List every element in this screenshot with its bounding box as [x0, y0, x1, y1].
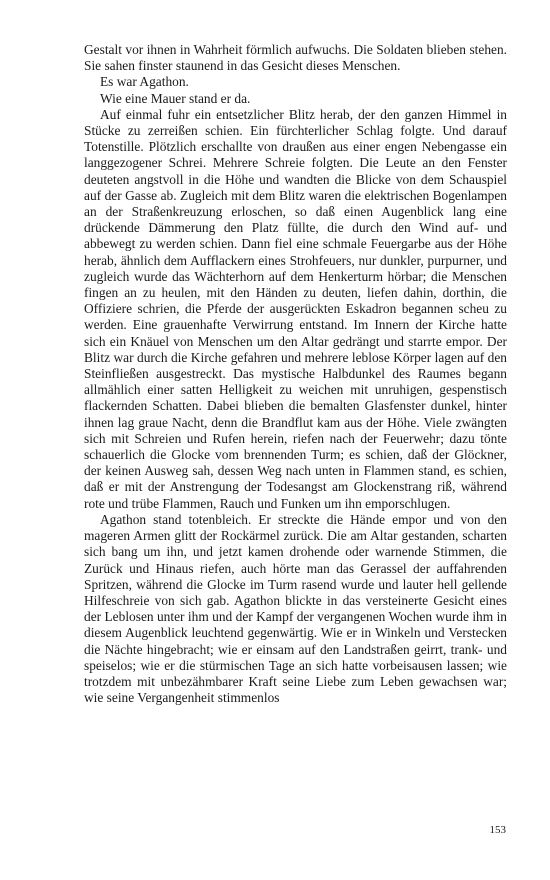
paragraph: Gestalt vor ihnen in Wahrheit förmlich aufwuchs. Die Soldaten blieben stehen. Sie sahen finster staunend in das Gesicht dieses Menschen.	[84, 42, 507, 74]
paragraph: Es war Agathon.	[100, 74, 189, 90]
paragraph: Agathon stand totenbleich. Er streckte die Hände empor und von den mageren Armen glitt der Rockärmel zurück. Die am Altar gestanden, scharten sich bang um ihn, und jetzt kamen drohende oder warnende Stimmen, die Zurück und Hinaus riefen, auch hörte man das Gerassel der auffahrenden Spritzen, während die Glocke im Turm rasend wurde und lauter hell gellende Hilfeschreie von sich gab. Agathon blickte in das versteinerte Gesicht eines der Leblosen unter ihm und der Kampf der vergangenen Wochen wurde ihm in diesem Augenblick leuchtend gegenwärtig. Wie er in Winkeln und Verstecken die Nächte hingebracht; wie er einsam auf den Landstraßen geirrt, trank- und speiselos; wie er die stürmischen Tage an sich hatte vorbeisausen lassen; wie trotzdem mit unbezähmbarer Kraft seine Liebe zum Leben gewachsen war; wie seine Vergangenheit stimmenlos	[84, 511, 507, 706]
page-number: 153	[489, 824, 506, 836]
paragraph: Auf einmal fuhr ein entsetzlicher Blitz herab, der den ganzen Himmel in Stücke zu zerreißen schien. Ein fürchterlicher Schlag folgte. Und darauf Totenstille. Plötzlich erschallte von draußen aus einer engen Nebengasse ein langgezogener Schrei. Mehrere Schreie folgten. Die Leute an den Fenster deuteten angstvoll in die Höhe und wandten die Blicke von dem Schauspiel auf der Gasse ab. Zugleich mit dem Blitz waren die elektrischen Bogenlampen an der Straßenkreuzung erloschen, so daß einen Augenblick lang eine drückende Dämmerung den Platz füllte, die durch den Wind auf- und abbewegt zu werden schien. Dann fiel eine schmale Feuergarbe aus der Höhe herab, ähnlich dem Aufflackern eines Strohfeuers, nur dunkler, purpurner, und zugleich wurde das Wächterhorn auf dem Henkerturm hörbar; die Menschen fingen an zu heulen, mit den Händen zu deuten, liefen dahin, dorthin, die Offiziere schrien, die Pferde der ausgerückten Eskadron begannen scheu zu werden. Eine grauenhafte Verwirrung entstand. Im Innern der Kirche hatte sich ein Knäuel von Menschen um den Altar gedrängt und starrte empor. Der Blitz war durch die Kirche gefahren und mehrere leblose Körper lagen auf den Steinfließen ausgestreckt. Das mystische Halbdunkel des Raumes begann allmählich einer satten Helligkeit zu weichen mit unruhigen, gespenstisch flackernden Schatten. Dabei blieben die bemalten Glasfenster dunkel, hinter ihnen lag graue Nacht, denn die Brandflut kam aus der Höhe. Viele zwängten sich mit Schreien und Rufen herein, riefen nach der Feuerwehr; dazu tönte schauerlich die Glocke vom brennenden Turm; es schien, daß der Glöckner, der keinen Ausweg sah, dessen Weg nach unten in Flammen stand, es schien, daß er mit der Anstrengung der Todesangst am Glockenstrang riß, während rote und trübe Flammen, Rauch und Funken um ihn emporschlugen.	[84, 106, 507, 511]
paragraph: Wie eine Mauer stand er da.	[100, 90, 251, 106]
body-text	[84, 42, 507, 706]
